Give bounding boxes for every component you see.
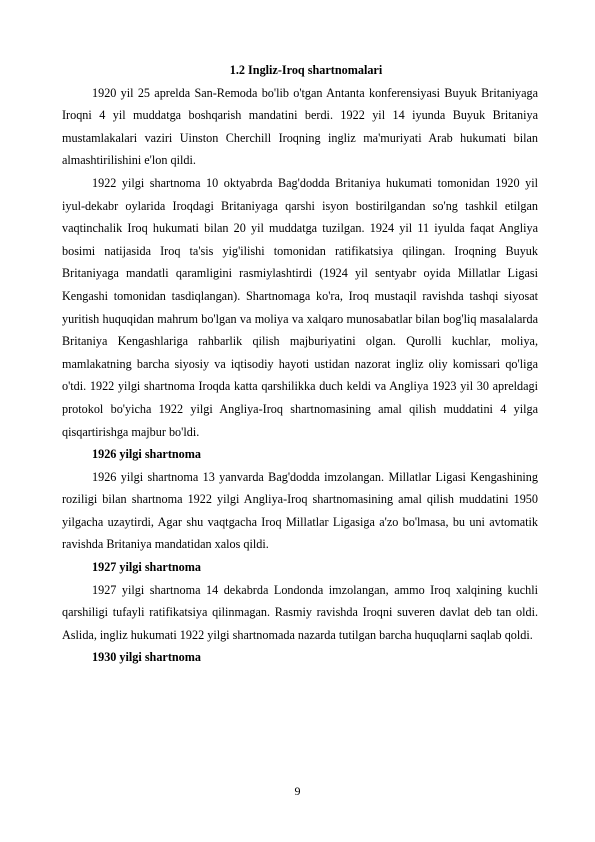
subheading-1926-treaty: 1926 yilgi shartnoma bbox=[92, 447, 202, 462]
subheading-1930-treaty: 1930 yilgi shartnoma bbox=[92, 650, 202, 665]
paragraph-1922-treaty: 1922 yilgi shartnoma 10 oktyabrda Bag'dodda Britaniya hukumati tomonidan 1920 yil iyul-dekabr oylarida Iroqdagi Britaniyaga qarshi isyon bostirilgandan so'ng tashkil etilgan vaqtinchalik Iroq hukumati bilan 20 yil muddatga tuzilgan. 1924 yil 11 iyulda faqat Angliya bosimi natijasida Iroq ta'sis yig'ilishi tomonidan ratifikatsiya qilingan. Iroqning Buyuk Britaniyaga mandatli qaramligini rasmiylashtirdi (1924 yil sentyabr oyida Millatlar Ligasi Kengashi tomonidan tasdiqlangan). Shartnomaga ko'ra, Iroq mustaqil ravishda tashqi siyosat yuritish huquqidan mahrum bo'lgan va moliya va xalqaro munosabatlar bilan bog'liq masalalarda Britaniya Kengashlariga rahbarlik qilish majburiyatini olgan. Qurolli kuchlar, moliya, mamlakatning barcha siyosiy va iqtisodiy hayoti ustidan nazorat ingliz oliy komissari qo'liga o'tdi. 1922 yilgi shartnoma Iroqda katta qarshilikka duch keldi va Angliya 1923 yil 30 apreldagi protokol bo'yicha 1922 yilgi Angliya-Iroq shartnomasining amal qilish muddatini 4 yilga qisqartirishga majbur bo'ldi. bbox=[62, 175, 538, 439]
page-number: 9 bbox=[294, 784, 301, 798]
paragraph-1926-treaty: 1926 yilgi shartnoma 13 yanvarda Bag'dodda imzolangan. Millatlar Ligasi Kengashining roziligi bilan shartnoma 1922 yilgi Angliya-Iroq shartnomasining amal qilish muddatini 1950 yilgacha uzaytirdi, Agar shu vaqtgacha Iroq Millatlar Ligasiga a'zo bo'lmasa, bu uni avtomatik ravishda Britaniya mandatidan xalos qildi. bbox=[62, 469, 538, 552]
section-title: 1.2 Ingliz-Iroq shartnomalari bbox=[229, 63, 383, 77]
page-content bbox=[62, 59, 538, 669]
paragraph-1927-treaty: 1927 yilgi shartnoma 14 dekabrda Londonda imzolangan, ammo Iroq xalqining kuchli qarshiligi tufayli ratifikatsiya qilinmagan. Rasmiy ravishda Iroqni suveren davlat deb tan oldi. Aslida, ingliz hukumati 1922 yilgi shartnomada nazarda tutilgan barcha huquqlarni saqlab qoldi. bbox=[62, 582, 538, 642]
paragraph-san-remo: 1920 yil 25 aprelda San-Remoda bo'lib o'tgan Antanta konferensiyasi Buyuk Britaniyaga Iroqni 4 yil muddatga boshqarish mandatini berdi. 1922 yil 14 iyunda Buyuk Britaniya mustamlakalari vaziri Uinston Cherchill Iroqning ingliz ma'muriyati Arab hukumati bilan almashtirilishini e'lon qildi. bbox=[62, 85, 538, 168]
subheading-1927-treaty: 1927 yilgi shartnoma bbox=[92, 560, 202, 575]
